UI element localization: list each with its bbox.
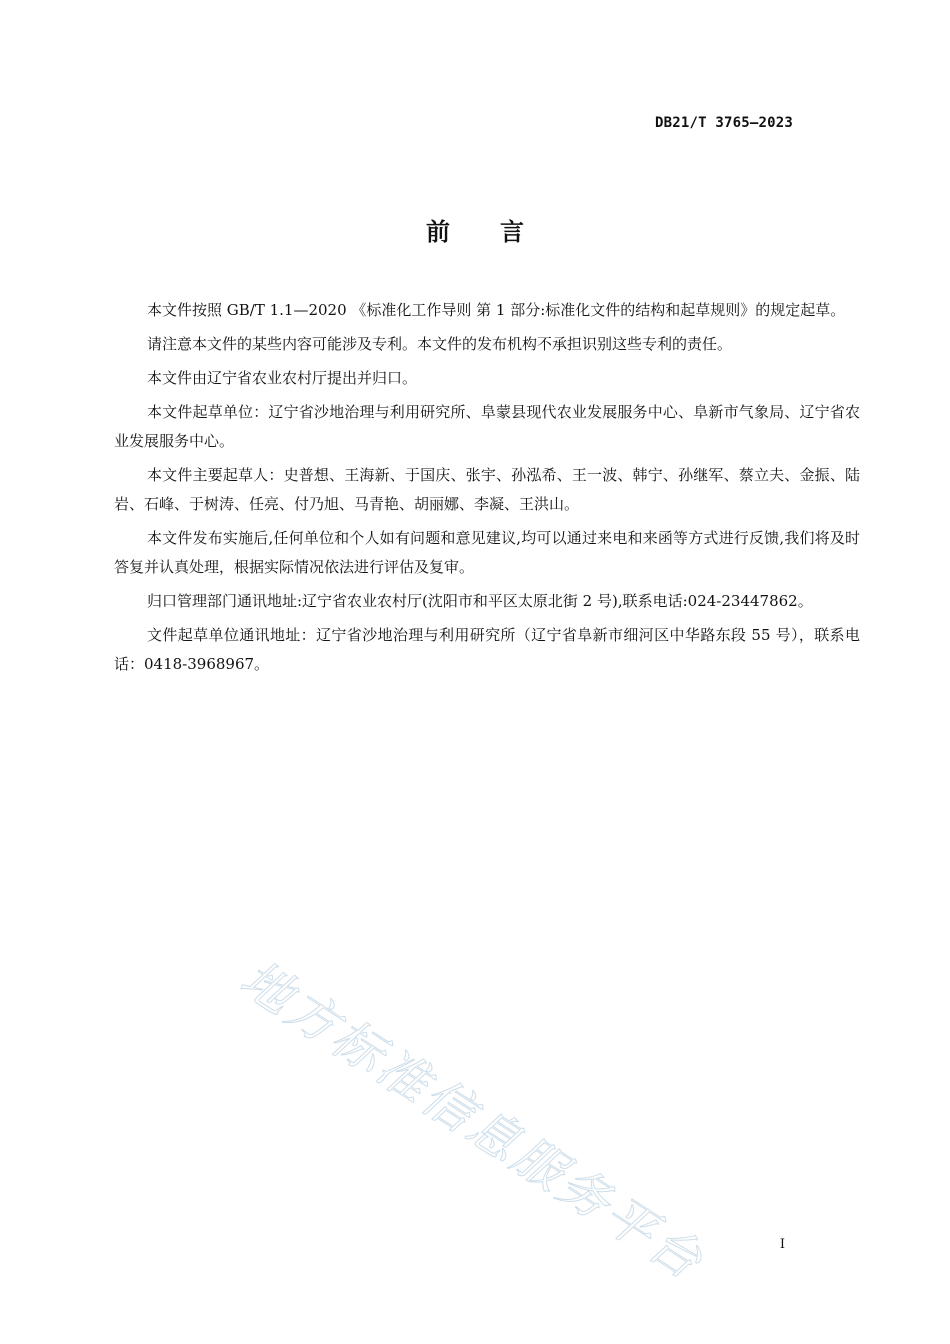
paragraph-drafting-units: 本文件起草单位：辽宁省沙地治理与利用研究所、阜蒙县现代农业发展服务中心、阜新市气象局、辽宁省农业发展服务中心。 — [114, 403, 860, 450]
preface-body — [114, 296, 860, 684]
paragraph-authority-address: 归口管理部门通讯地址:辽宁省农业农村厅(沈阳市和平区太原北街 2 号),联系电话:024-23447862。 — [147, 592, 813, 610]
page-number: I — [779, 1237, 785, 1252]
paragraph-proposer: 本文件由辽宁省农业农村厅提出并归口。 — [147, 369, 418, 387]
page-title: 前言 — [426, 218, 574, 246]
paragraph-drafter-address: 文件起草单位通讯地址：辽宁省沙地治理与利用研究所（辽宁省阜新市细河区中华路东段 55 号），联系电话：0418-3968967。 — [114, 626, 860, 673]
watermark: 地方标准信息服务平台 — [230, 949, 715, 1292]
paragraph-patent-notice: 请注意本文件的某些内容可能涉及专利。本文件的发布机构不承担识别这些专利的责任。 — [147, 335, 733, 353]
paragraph-standard-basis: 本文件按照 GB/T 1.1—2020 《标准化工作导则 第 1 部分:标准化文件的结构和起草规则》的规定起草。 — [147, 301, 846, 319]
paragraph-feedback: 本文件发布实施后,任何单位和个人如有问题和意见建议,均可以通过来电和来函等方式进行反馈,我们将及时答复并认真处理，根据实际情况依法进行评估及复审。 — [114, 529, 860, 576]
paragraph-drafters: 本文件主要起草人：史普想、王海新、于国庆、张宇、孙泓希、王一波、韩宁、孙继军、蔡立夫、金振、陆岩、石峰、于树涛、任亮、付乃旭、马青艳、胡丽娜、李凝、王洪山。 — [114, 466, 860, 513]
document-code: DB21/T 3765—2023 — [654, 115, 793, 131]
